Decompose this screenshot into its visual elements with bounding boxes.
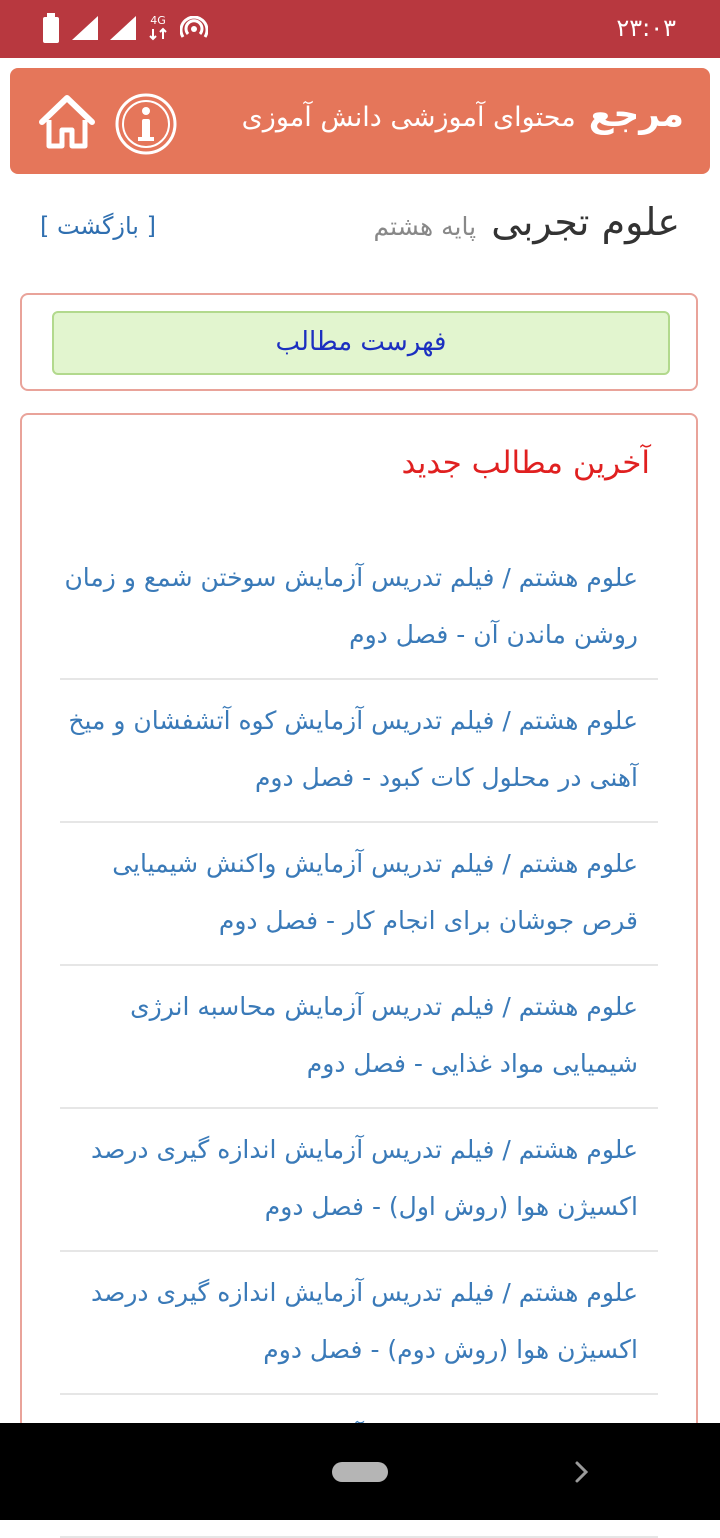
app-title-main: مرجع [588,94,684,135]
status-bar [0,0,720,58]
back-link[interactable]: [ بازگشت ] [40,212,156,240]
clock: ۲۳:۰۳ [616,14,676,42]
list-item[interactable]: علوم هشتم / فیلم تدریس آزمایش واکنش شیمیایی قرص جوشان برای انجام کار - فصل دوم [60,823,658,966]
toc-panel [20,293,698,391]
list-item[interactable]: علوم هشتم / فیلم تدریس آزمایش کوه آتشفشان و میخ آهنی در محلول کات کبود - فصل دوم [60,680,658,823]
grade-label: پایه هشتم [373,212,477,241]
hotspot-icon [180,16,208,40]
info-button[interactable] [114,92,178,156]
app-title [242,94,684,135]
list-item[interactable]: علوم هشتم / فیلم تدریس آزمایش سوختن شمع و زمان روشن ماندن آن - فصل دوم [60,537,658,680]
post-list [60,537,658,1538]
app-title-sub: محتوای آموزشی دانش آموزی [241,102,576,133]
page-title [374,200,680,244]
system-nav-bar [0,1423,720,1520]
chevron-right-icon[interactable] [572,1460,592,1484]
latest-posts-title: آخرین مطالب جدید [401,445,650,481]
home-icon [36,92,98,152]
network-type: 4G [148,15,168,41]
status-icons [42,12,208,44]
signal-icon [110,16,136,40]
home-button[interactable] [36,92,98,152]
data-arrows-icon [148,27,168,41]
toc-button[interactable]: فهرست مطالب [52,311,670,375]
list-item[interactable]: علوم هشتم / فیلم تدریس آزمایش محاسبه انرژی شیمیایی مواد غذایی - فصل دوم [60,966,658,1109]
home-gesture-pill[interactable] [332,1462,388,1482]
list-item[interactable]: علوم هشتم / فیلم تدریس آزمایش اندازه گیری درصد اکسیژن هوا (روش دوم) - فصل دوم [60,1252,658,1395]
subject-title: علوم تجربی [491,200,680,244]
list-item[interactable]: علوم هشتم / فیلم تدریس آزمایش اندازه گیری درصد اکسیژن هوا (روش اول) - فصل دوم [60,1109,658,1252]
battery-icon [42,13,60,43]
app-header [10,68,710,174]
signal-icon [72,16,98,40]
latest-posts-panel [20,413,698,1453]
info-icon [114,92,178,156]
